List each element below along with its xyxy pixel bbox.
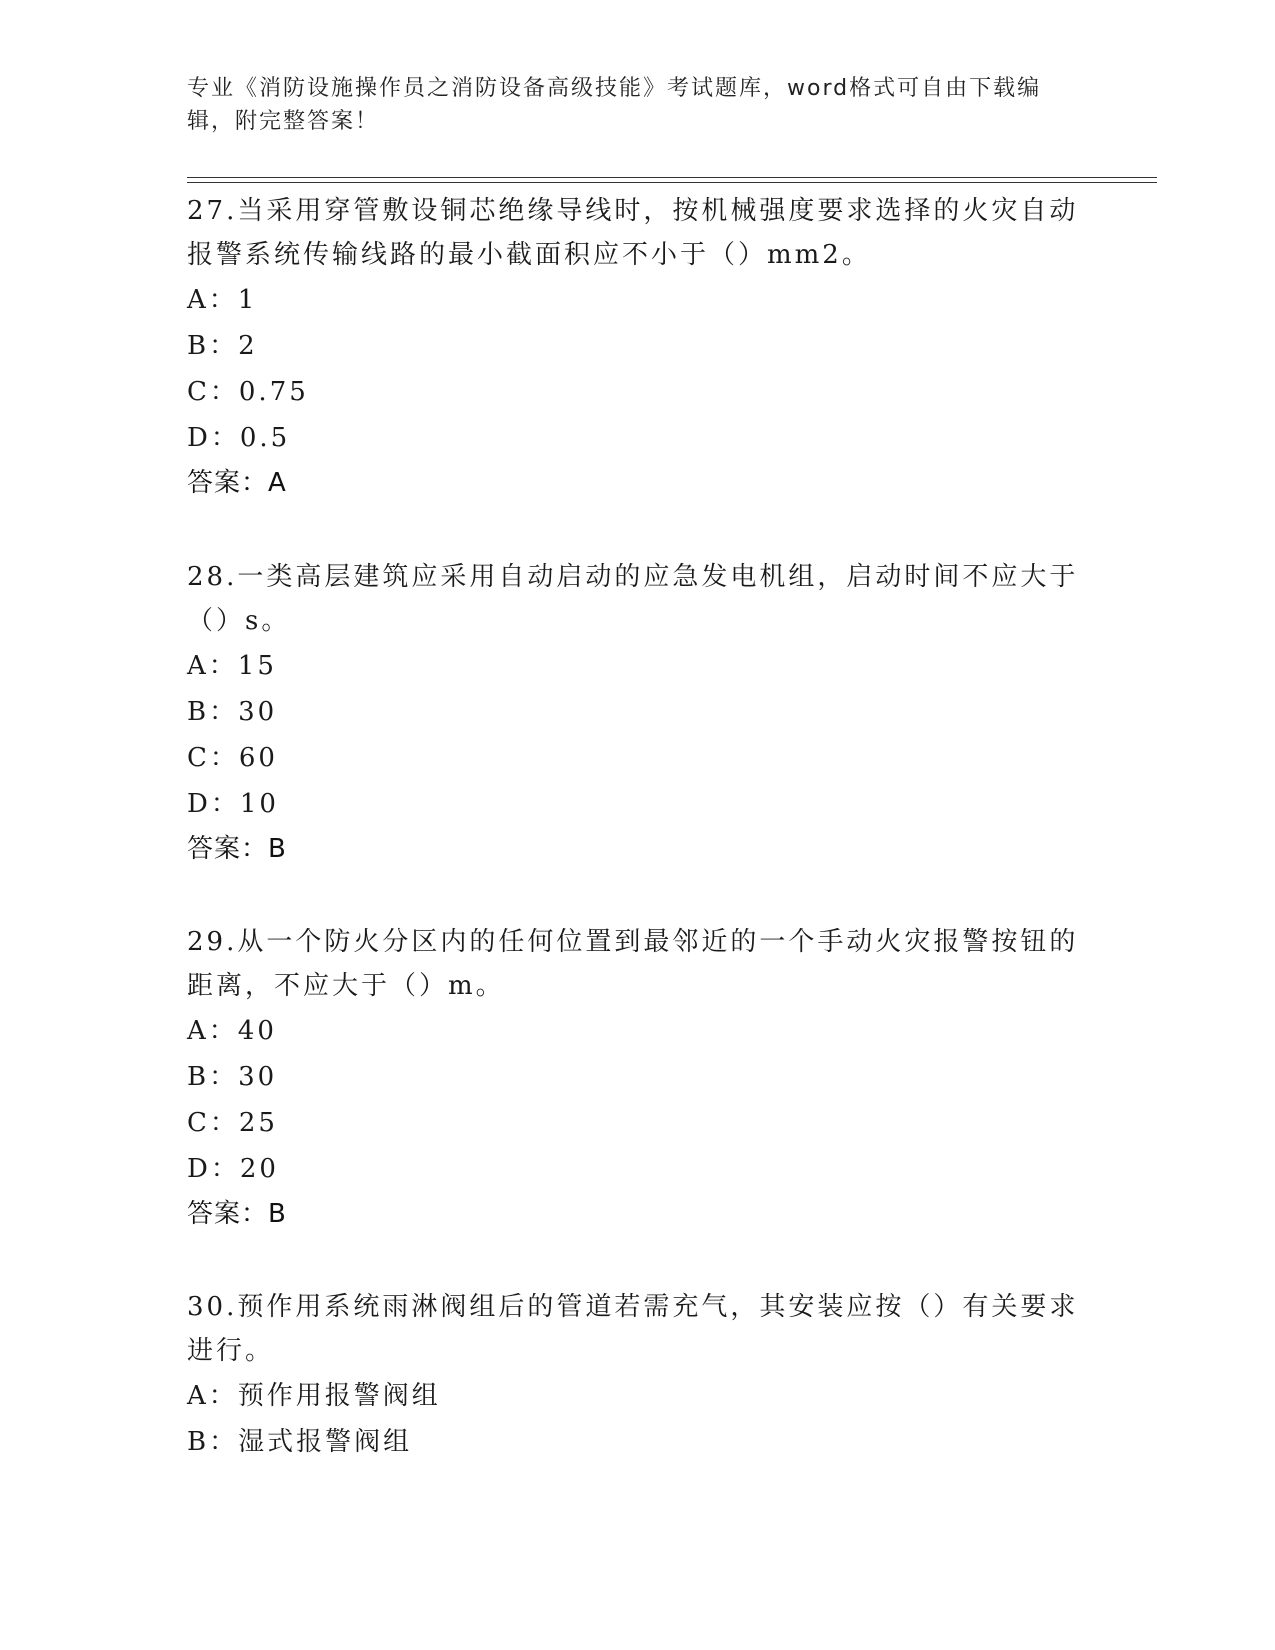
document-header: 专业《消防设施操作员之消防设备高级技能》考试题库，word格式可自由下载编辑，附完整答案！ — [187, 76, 1042, 134]
question-28 — [187, 555, 1087, 871]
question-29 — [187, 920, 1087, 1236]
option-d: D：10 — [187, 789, 279, 819]
header-divider-bottom — [187, 182, 1157, 183]
option-d: D：20 — [187, 1154, 279, 1184]
option-b: B：30 — [187, 1062, 278, 1092]
option-a: A：40 — [187, 1016, 277, 1046]
question-30 — [187, 1285, 1087, 1465]
option-a: A：预作用报警阀组 — [187, 1381, 441, 1411]
answer: 答案：A — [187, 468, 287, 498]
question-stem: 28.一类高层建筑应采用自动启动的应急发电机组，启动时间不应大于（）s。 — [187, 562, 1079, 636]
question-stem: 29.从一个防火分区内的任何位置到最邻近的一个手动火灾报警按钮的距离，不应大于（）m。 — [187, 927, 1079, 1001]
option-d: D：0.5 — [187, 423, 291, 453]
question-27 — [187, 189, 1087, 505]
option-a: A：15 — [187, 651, 277, 681]
option-b: B：30 — [187, 697, 278, 727]
answer: 答案：B — [187, 834, 287, 864]
option-c: C：25 — [187, 1108, 278, 1138]
question-stem: 30.预作用系统雨淋阀组后的管道若需充气，其安装应按（）有关要求进行。 — [187, 1292, 1079, 1366]
option-c: C：0.75 — [187, 377, 309, 407]
option-b: B：2 — [187, 331, 258, 361]
answer: 答案：B — [187, 1199, 287, 1229]
option-c: C：60 — [187, 743, 278, 773]
option-a: A：1 — [187, 285, 258, 315]
header-divider-top — [187, 177, 1157, 178]
option-b: B：湿式报警阀组 — [187, 1427, 413, 1457]
question-stem: 27.当采用穿管敷设铜芯绝缘导线时，按机械强度要求选择的火灾自动报警系统传输线路的最小截面积应不小于（）mm2。 — [187, 196, 1079, 270]
